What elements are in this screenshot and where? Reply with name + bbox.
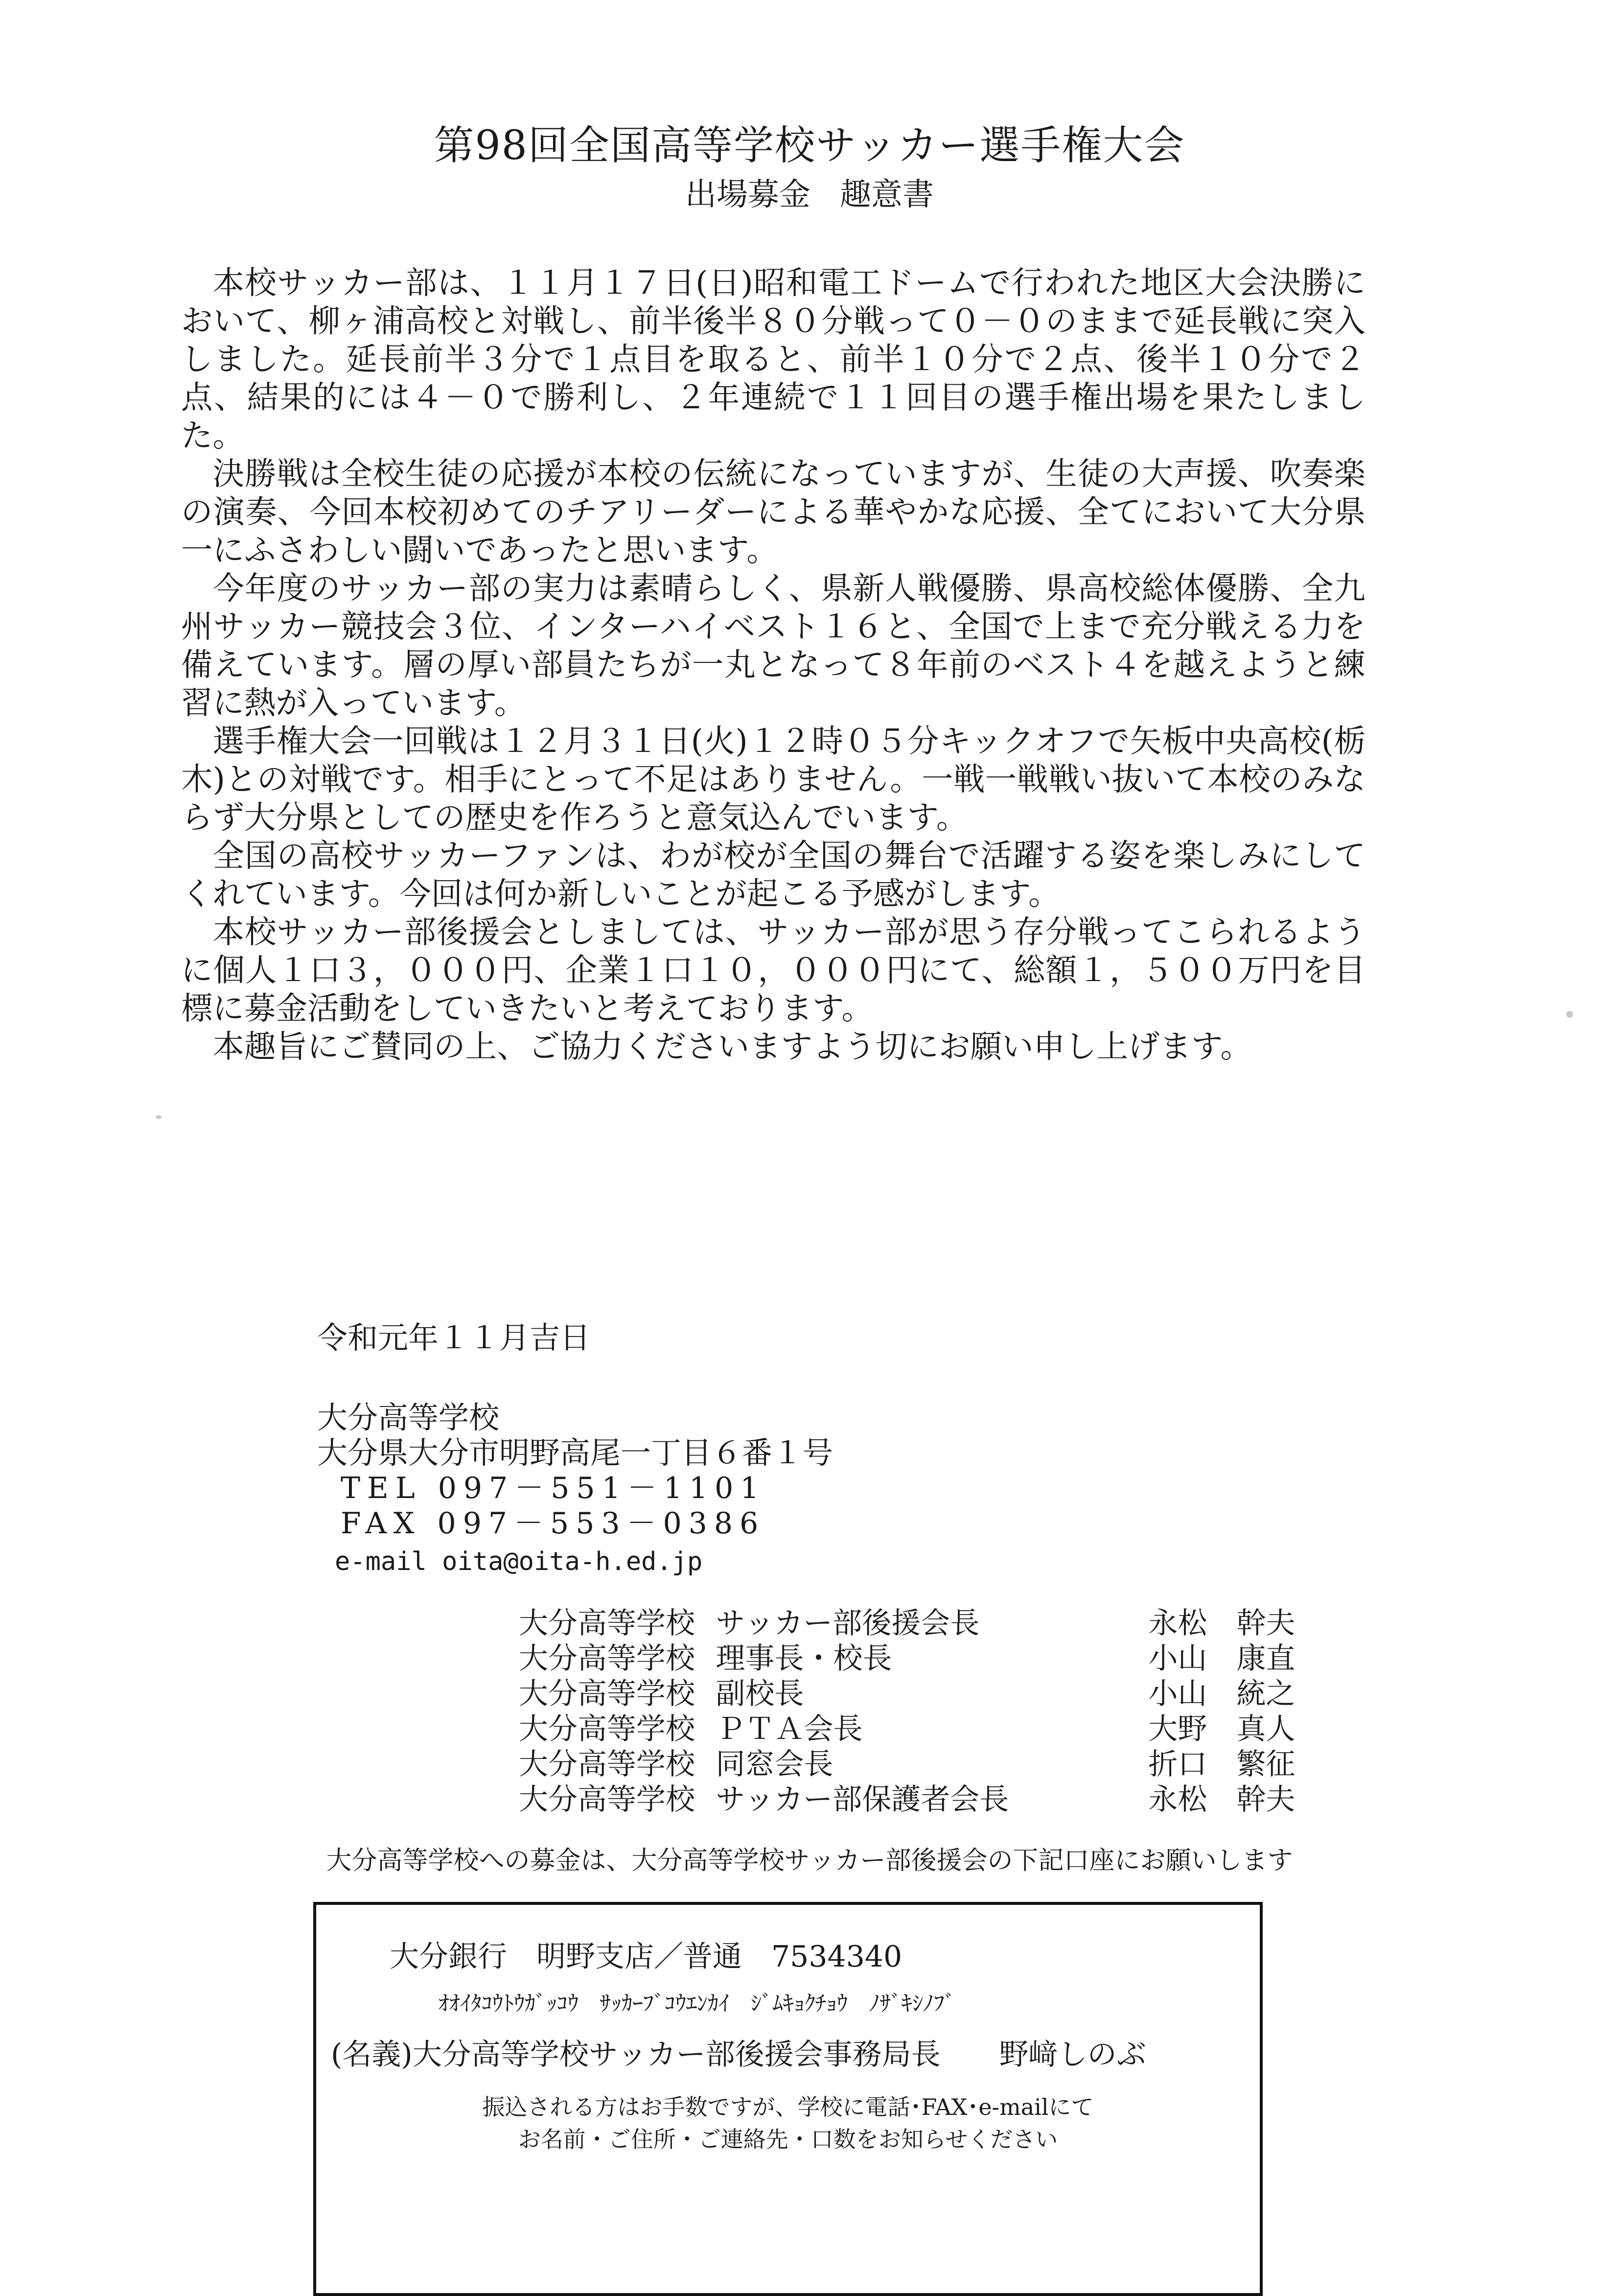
officer-role: 同窓会長 (716, 1747, 833, 1781)
officer-name: 永松 幹夫 (1148, 1606, 1295, 1640)
bank-note-line: お名前・ご住所・ご連絡先・口数をお知らせください (518, 2126, 1058, 2153)
paragraph: 選手権大会一回戦は１２月３１日(火)１２時０５分キックオフで矢板中央高校(栃木)との対戦です。相手にとって不足はありません。一戦一戦戦い抜いて本校のみならず大分県としての歴史を作ろうと意気込んでいます。 (181, 723, 1365, 836)
officers-list (519, 1606, 1312, 1817)
paragraph: 本校サッカー部後援会としましては、サッカー部が思う存分戦ってこられるように個人１口３，０００円、企業１口１０，０００円にて、総額１，５００万円を目標に募金活動をしていきたいと考えております。 (181, 914, 1365, 1027)
issue-date: 令和元年１１月吉日 (317, 1320, 591, 1356)
officer-row (519, 1782, 1312, 1817)
scan-speck (1566, 1011, 1573, 1018)
officer-org: 大分高等学校 (519, 1606, 695, 1640)
donation-notice: 大分高等学校への募金は、大分高等学校サッカー部後援会の下記口座にお願いします (326, 1846, 1293, 1875)
officer-row (519, 1641, 1312, 1676)
officer-row (519, 1747, 1312, 1782)
officer-name: 大野 真人 (1148, 1712, 1295, 1746)
officer-role: 副校長 (716, 1677, 804, 1711)
school-address: 大分県大分市明野高尾一丁目６番１号 (317, 1435, 833, 1471)
officer-name: 折口 繁征 (1148, 1747, 1295, 1781)
officer-role: ＰＴＡ会長 (716, 1712, 863, 1746)
officer-row (519, 1711, 1312, 1747)
officer-role: サッカー部保護者会長 (716, 1782, 1009, 1817)
document-subtitle (0, 175, 1619, 214)
bank-note-line: 振込される方はお手数ですが、学校に電話･FAX･e-mailにて (482, 2094, 1094, 2120)
bank-account-holder: (名義)大分高等学校サッカー部後援会事務局長 野﨑しのぶ (331, 2038, 1146, 2072)
officer-role: サッカー部後援会長 (716, 1606, 980, 1640)
officer-row (519, 1606, 1312, 1641)
bank-transfer-note (316, 2091, 1260, 2155)
bank-account-line: 大分銀行 明野支店／普通 7534340 (390, 1940, 902, 1974)
officer-org: 大分高等学校 (519, 1747, 695, 1781)
officer-name: 小山 康直 (1148, 1641, 1295, 1676)
school-tel: TEL 097－551－1101 (341, 1471, 766, 1505)
officer-name: 永松 幹夫 (1148, 1782, 1295, 1817)
subtitle-part-1: 出場募金 (685, 177, 810, 213)
paragraph: 決勝戦は全校生徒の応援が本校の伝統になっていますが、生徒の大声援、吹奏楽の演奏、今回本校初めてのチアリーダーによる華やかな応援、全てにおいて大分県一にふさわしい闘いであったと思います。 (181, 456, 1365, 569)
officer-name: 小山 統之 (1148, 1677, 1295, 1711)
school-name: 大分高等学校 (317, 1400, 500, 1435)
document-title: 第98回全国高等学校サッカー選手権大会 (434, 122, 1185, 169)
paragraph: 本校サッカー部は、１１月１７日(日)昭和電工ドームで行われた地区大会決勝において、柳ヶ浦高校と対戦し、前半後半８０分戦って０－０のままで延長戦に突入しました。延長前半３分で１点目を取ると、前半１０分で２点、後半１０分で２点、結果的には４－０で勝利し、２年連続で１１回目の選手権出場を果たしました。 (181, 265, 1365, 454)
paragraph: 本趣旨にご賛同の上、ご協力くださいますよう切にお願い申し上げます。 (212, 1029, 1252, 1065)
school-contact-block (317, 1400, 833, 1579)
paragraph: 今年度のサッカー部の実力は素晴らしく、県新人戦優勝、県高校総体優勝、全九州サッカー競技会３位、インターハイベスト１６と、全国で上まで充分戦える力を備えています。層の厚い部員たちが一丸となって８年前のベスト４を越えようと練習に熱が入っています。 (181, 570, 1365, 722)
officer-org: 大分高等学校 (519, 1641, 695, 1676)
school-email: e-mail oita@oita-h.ed.jp (335, 1547, 703, 1576)
paragraph: 全国の高校サッカーファンは、わが校が全国の舞台で活躍する姿を楽しみにしてくれています。今回は何か新しいことが起こる予感がします。 (181, 838, 1365, 913)
officer-org: 大分高等学校 (519, 1782, 695, 1817)
body-text (181, 264, 1365, 1066)
school-fax: FAX 097－553－0386 (341, 1506, 765, 1541)
scan-speck (156, 1115, 162, 1119)
officer-org: 大分高等学校 (519, 1712, 695, 1746)
officer-org: 大分高等学校 (519, 1677, 695, 1711)
officer-row (519, 1676, 1312, 1711)
officer-role: 理事長・校長 (716, 1641, 892, 1676)
bank-account-kana: ｵｵｲﾀｺｳﾄｳｶﾞｯｺｳ ｻｯｶｰﾌﾞｺｳｴﾝｶｲ ｼﾞﾑｷｮｸﾁｮｳ ﾉｻﾞｷｼﾉﾌﾞ (439, 1991, 955, 2016)
subtitle-part-2: 趣意書 (840, 177, 934, 213)
bank-account-box (313, 1902, 1263, 2296)
